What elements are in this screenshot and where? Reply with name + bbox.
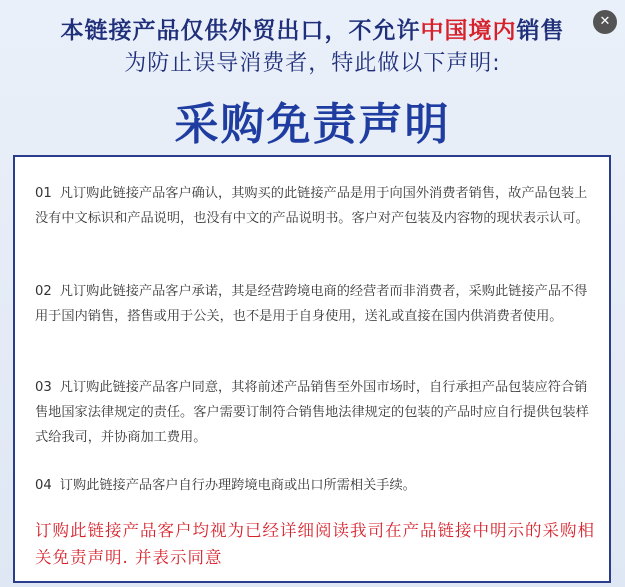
statement-text: 凡订购此链接产品客户确认，其购买的此链接产品是用于向国外消费者销售，故产品包装上没有中文标识和产品说明，也没有中文的产品说明书。客户对产包装及内容物的现状表示认可。 — [35, 186, 589, 226]
header — [0, 0, 625, 150]
statement-03 — [35, 375, 595, 450]
statement-number: 03 — [35, 380, 52, 395]
close-icon[interactable]: ✕ — [593, 10, 617, 34]
statement-04 — [35, 473, 595, 498]
statement-text: 凡订购此链接产品客户承诺，其是经营跨境电商的经营者而非消费者，采购此链接产品不得用于国内销售，搭售或用于公关，也不是用于自身使用，送礼或直接在国内供消费者使用。 — [35, 284, 588, 324]
disclaimer-panel — [13, 155, 611, 583]
statement-number: 04 — [35, 478, 52, 493]
heading-part1: 本链接产品仅供外贸出口，不允许 — [60, 18, 421, 44]
export-only-heading — [0, 12, 625, 45]
heading-highlight: 中国境内 — [420, 18, 517, 44]
statement-number: 02 — [35, 284, 52, 299]
statement-01 — [35, 181, 595, 231]
statement-02 — [35, 279, 595, 329]
page-title: 采购免责声明 — [174, 99, 451, 150]
subheading: 为防止误导消费者，特此做以下声明: — [124, 51, 501, 76]
statement-text: 凡订购此链接产品客户同意，其将前述产品销售至外国市场时，自行承担产品包装应符合销售地国家法律规定的责任。客户需要订制符合销售地法律规定的包装的产品时应自行提供包装样式给我司，并协商加工费用。 — [35, 380, 589, 445]
agreement-notice: 订购此链接产品客户均视为已经详细阅读我司在产品链接中明示的采购相关免责声明. 并表示同意 — [35, 521, 595, 567]
heading-part2: 销售 — [516, 18, 565, 44]
statement-text: 订购此链接产品客户自行办理跨境电商或出口所需相关手续。 — [59, 478, 416, 493]
statement-number: 01 — [35, 186, 52, 201]
